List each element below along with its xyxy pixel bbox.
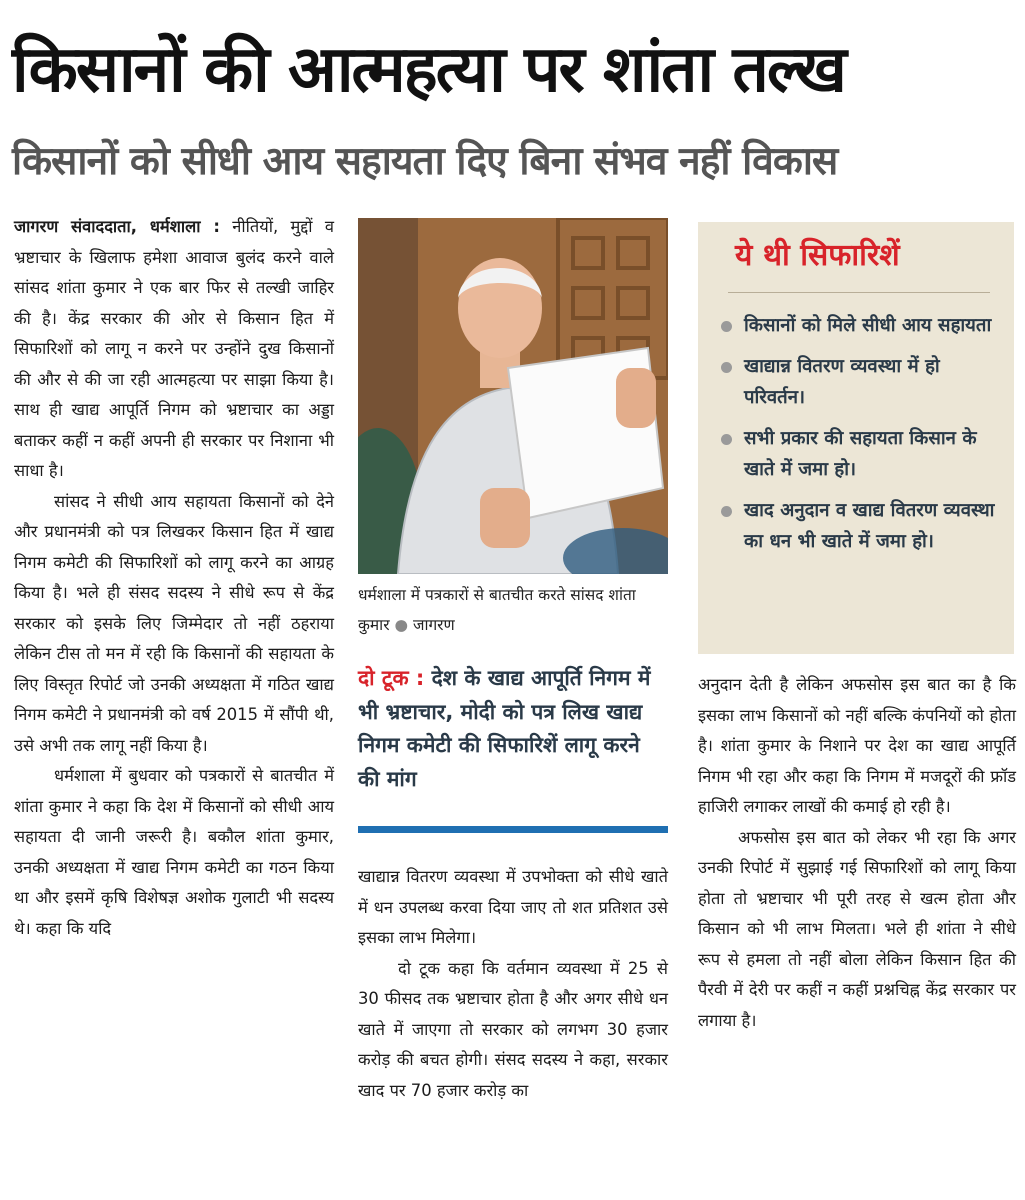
recommendations-title: ये थी सिफारिशें	[735, 238, 900, 273]
paragraph: दो टूक कहा कि वर्तमान व्यवस्था में 25 से 30 फीसद तक भ्रष्टाचार होता है और अगर सीधे धन खाते में जाएगा तो सरकार को लगभग 30 हजार करोड़ की बचत होगी। संसद सदस्य ने कहा, सरकार खाद पर 70 हजार करोड़ का	[358, 958, 668, 1100]
divider	[728, 292, 990, 293]
subheadline: किसानों को सीधी आय सहायता दिए बिना संभव नहीं विकास	[12, 139, 838, 184]
list-item-text: सभी प्रकार की सहायता किसान के खाते में जमा हो।	[744, 428, 977, 480]
paragraph: अनुदान देती है लेकिन अफसोस इस बात का है कि इसका लाभ किसानों को नहीं बल्कि कंपनियों को होता है। शांता कुमार के निशाने पर देश का खाद्य आपूर्ति निगम भी रहा और कहा कि निगम में मजदूरों की फ्रॉड हाजिरी लगाकर लाखों की कमाई हो रही है।	[698, 675, 1016, 816]
paragraph: नीतियों, मुद्दों व भ्रष्टाचार के खिलाफ हमेशा आवाज बुलंद करने वाले सांसद शांता कुमार ने एक बार फिर से तल्खी जाहिर की है। केंद्र सरकार की ओर से किसान हित में सिफारिशों को लागू न करने पर उन्होंने दुख किसानों की और से की जा रही आत्महत्या पर साझा किया है। साथ ही खाद्य आपूर्ति निगम को भ्रष्टाचार का अड्डा बताकर कहीं न कहीं अपनी ही सरकार पर निशाना भी साधा है।	[14, 217, 334, 480]
byline: जागरण संवाददाता, धर्मशाला :	[14, 217, 220, 236]
photo-caption	[358, 580, 668, 640]
pull-quote-rule	[358, 826, 668, 833]
credit-dot-icon: ●	[394, 616, 408, 634]
list-item	[712, 310, 1004, 341]
recommendations-list	[712, 310, 1004, 567]
paragraph: खाद्यान्न वितरण व्यवस्था में उपभोक्ता को सीधे खाते में धन उपलब्ध करवा दिया जाए तो शत प्रतिशत उसे इसका लाभ मिलेगा।	[358, 867, 668, 947]
paragraph: धर्मशाला में बुधवार को पत्रकारों से बातचीत में शांता कुमार ने कहा कि देश में किसानों को सीधी आय सहायता दी जानी जरूरी है। बकौल शांता कुमार, उनकी अध्यक्षता में खाद्य निगम कमेटी का गठन किया था और इसमें कृषि विशेषज्ञ अशोक गुलाटी भी सदस्य थे। कहा कि यदि	[14, 766, 334, 938]
list-item-text: किसानों को मिले सीधी आय सहायता	[744, 315, 992, 336]
pull-quote	[358, 662, 668, 796]
paragraph: सांसद ने सीधी आय सहायता किसानों को देने और प्रधानमंत्री को पत्र लिखकर किसान हित में खाद्य निगम कमेटी की सिफारिशों को लागू करने का आग्रह किया है। भले ही संसद सदस्य ने सीधे रूप से केंद्र सरकार को इसके लिए जिम्मेदार तो नहीं ठहराया लेकिन टीस तो मन में रही कि किसानों की सहायता के लिए विस्तृत रिपोर्ट जो उनकी अध्यक्षता में गठित खाद्य निगम कमेटी ने प्रधानमंत्री को वर्ष 2015 में सौंपी थी, उसे अभी तक लागू नहीं किया है।	[14, 491, 334, 755]
list-item	[712, 495, 1004, 557]
paragraph: अफसोस इस बात को लेकर भी रहा कि अगर उनकी रिपोर्ट में सुझाई गई सिफारिशों को लागू किया होता तो भ्रष्टाचार भी पूरी तरह से खत्म होता और किसान को भी लाभ मिलता। भले ही शांता ने सीधे रूप से हमला तो नहीं बोला लेकिन किसान हित की पैरवी में देरी पर कहीं न कहीं प्रश्नचिह्न केंद्र सरकार पर लगाया है।	[698, 827, 1016, 1030]
list-item	[712, 423, 1004, 485]
photo-illustration	[358, 218, 668, 574]
recommendations-box	[698, 222, 1014, 654]
photo-credit: जागरण	[412, 616, 455, 634]
list-item	[712, 351, 1004, 413]
list-item-text: खाद्यान्न वितरण व्यवस्था में हो परिवर्तन।	[744, 356, 940, 408]
list-item-text: खाद अनुदान व खाद्य वितरण व्यवस्था का धन भी खाते में जमा हो।	[744, 500, 995, 552]
bullet-icon	[721, 362, 732, 373]
bullet-icon	[721, 321, 732, 332]
article-column-3	[698, 670, 1016, 1036]
pull-quote-label: दो टूक :	[358, 666, 425, 690]
bullet-icon	[721, 434, 732, 445]
pull-quote-text: देश के खाद्य आपूर्ति निगम में भी भ्रष्टाचार, मोदी को पत्र लिख खाद्य निगम कमेटी की सिफारिशें लागू करने की मांग	[358, 666, 651, 791]
article-column-1	[14, 212, 334, 944]
bullet-icon	[721, 506, 732, 517]
news-photo	[358, 218, 668, 574]
headline: किसानों की आत्महत्या पर शांता तल्ख	[12, 33, 845, 107]
caption-text: धर्मशाला में पत्रकारों से बातचीत करते सांसद शांता कुमार	[358, 586, 636, 634]
article-column-2	[358, 862, 668, 1106]
